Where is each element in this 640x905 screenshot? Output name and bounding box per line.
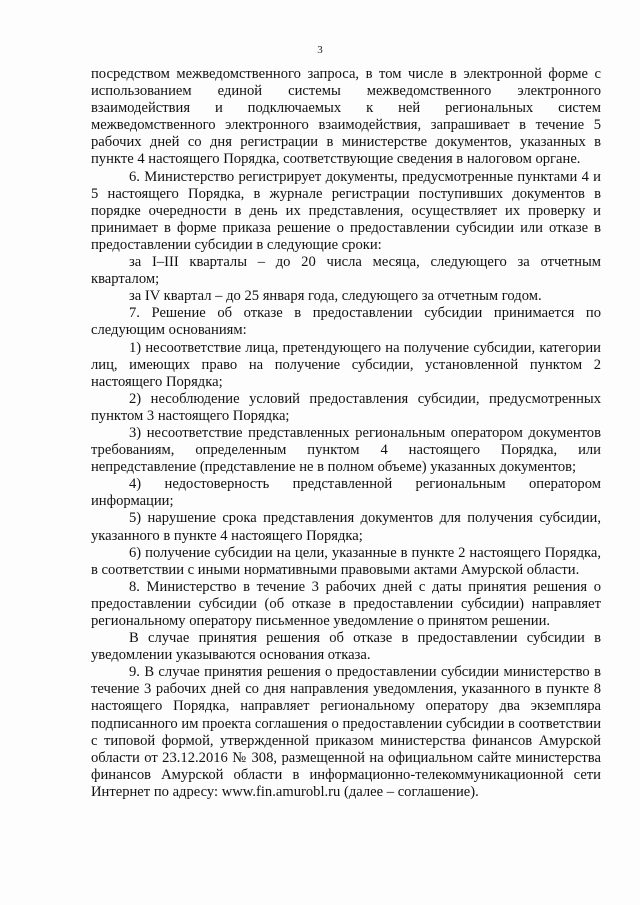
paragraph: 4) недостоверность представленной региональным оператором информации; [91,476,601,510]
page-number: 3 [317,44,323,56]
paragraph: 1) несоответствие лица, претендующего на получение субсидии, категории лиц, имеющих право на получение субсидии, установленной пунктом 2 настоящего Порядка; [91,339,601,390]
paragraph: 6) получение субсидии на цели, указанные в пункте 2 настоящего Порядка, в соответствии с иными нормативными правовыми актами Амурской области. [91,544,601,578]
paragraph: посредством межведомственного запроса, в том числе в электронной форме с использованием единой системы межведомственного электронного взаимодействия и подключаемых к ней региональных систем межведомственного электронного взаимодействия, запрашивает в течение 5 рабочих дней со дня регистрации в министерстве документов, указанных в пункте 4 настоящего Порядка, соответствующие сведения в налоговом органе. [91,66,601,168]
paragraph: 9. В случае принятия решения о предоставлении субсидии министерство в течение 3 рабочих дней со дня направления уведомления, указанного в пункте 8 настоящего Порядка, направляет региональному оператору два экземпляра подписанного им проекта соглашения о предоставлении субсидии в соответствии с типовой формой, утвержденной приказом министерства финансов Амурской области от 23.12.2016 № 308, размещенной на официальном сайте министерства финансов Амурской области в информационно-телекоммуникационной сети Интернет по адресу: www.fin.amurobl.ru (далее – соглашение). [91,664,601,800]
paragraph: за IV квартал – до 25 января года, следующего за отчетным годом. [129,288,542,305]
paragraph: В случае принятия решения об отказе в предоставлении субсидии в уведомлении указываются основания отказа. [91,630,601,664]
paragraph: за I–III кварталы – до 20 числа месяца, следующего за отчетным кварталом; [91,254,601,288]
paragraph: 8. Министерство в течение 3 рабочих дней с даты принятия решения о предоставлении субсидии (об отказе в предоставлении субсидии) направляет региональному оператору письменное уведомление о принятом решении. [91,578,601,629]
paragraph: 6. Министерство регистрирует документы, предусмотренные пунктами 4 и 5 настоящего Порядка, в журнале регистрации поступивших документов в порядке очередности в день их представления, осуществляет их проверку и принимает в форме приказа решение о предоставлении субсидии или отказе в предоставлении субсидии в следующие сроки: [91,168,601,253]
paragraph: 7. Решение об отказе в предоставлении субсидии принимается по следующим основаниям: [91,305,601,339]
paragraph: 5) нарушение срока представления документов для получения субсидии, указанного в пункте 4 настоящего Порядка; [91,510,601,544]
document-body [91,66,601,801]
paragraph: 2) несоблюдение условий предоставления субсидии, предусмотренных пунктом 3 настоящего Порядка; [91,390,601,424]
paragraph: 3) несоответствие представленных региональным оператором документов требованиям, определенным пунктом 4 настоящего Порядка, или непредставление (представление не в полном объеме) указанных документов; [91,424,601,476]
